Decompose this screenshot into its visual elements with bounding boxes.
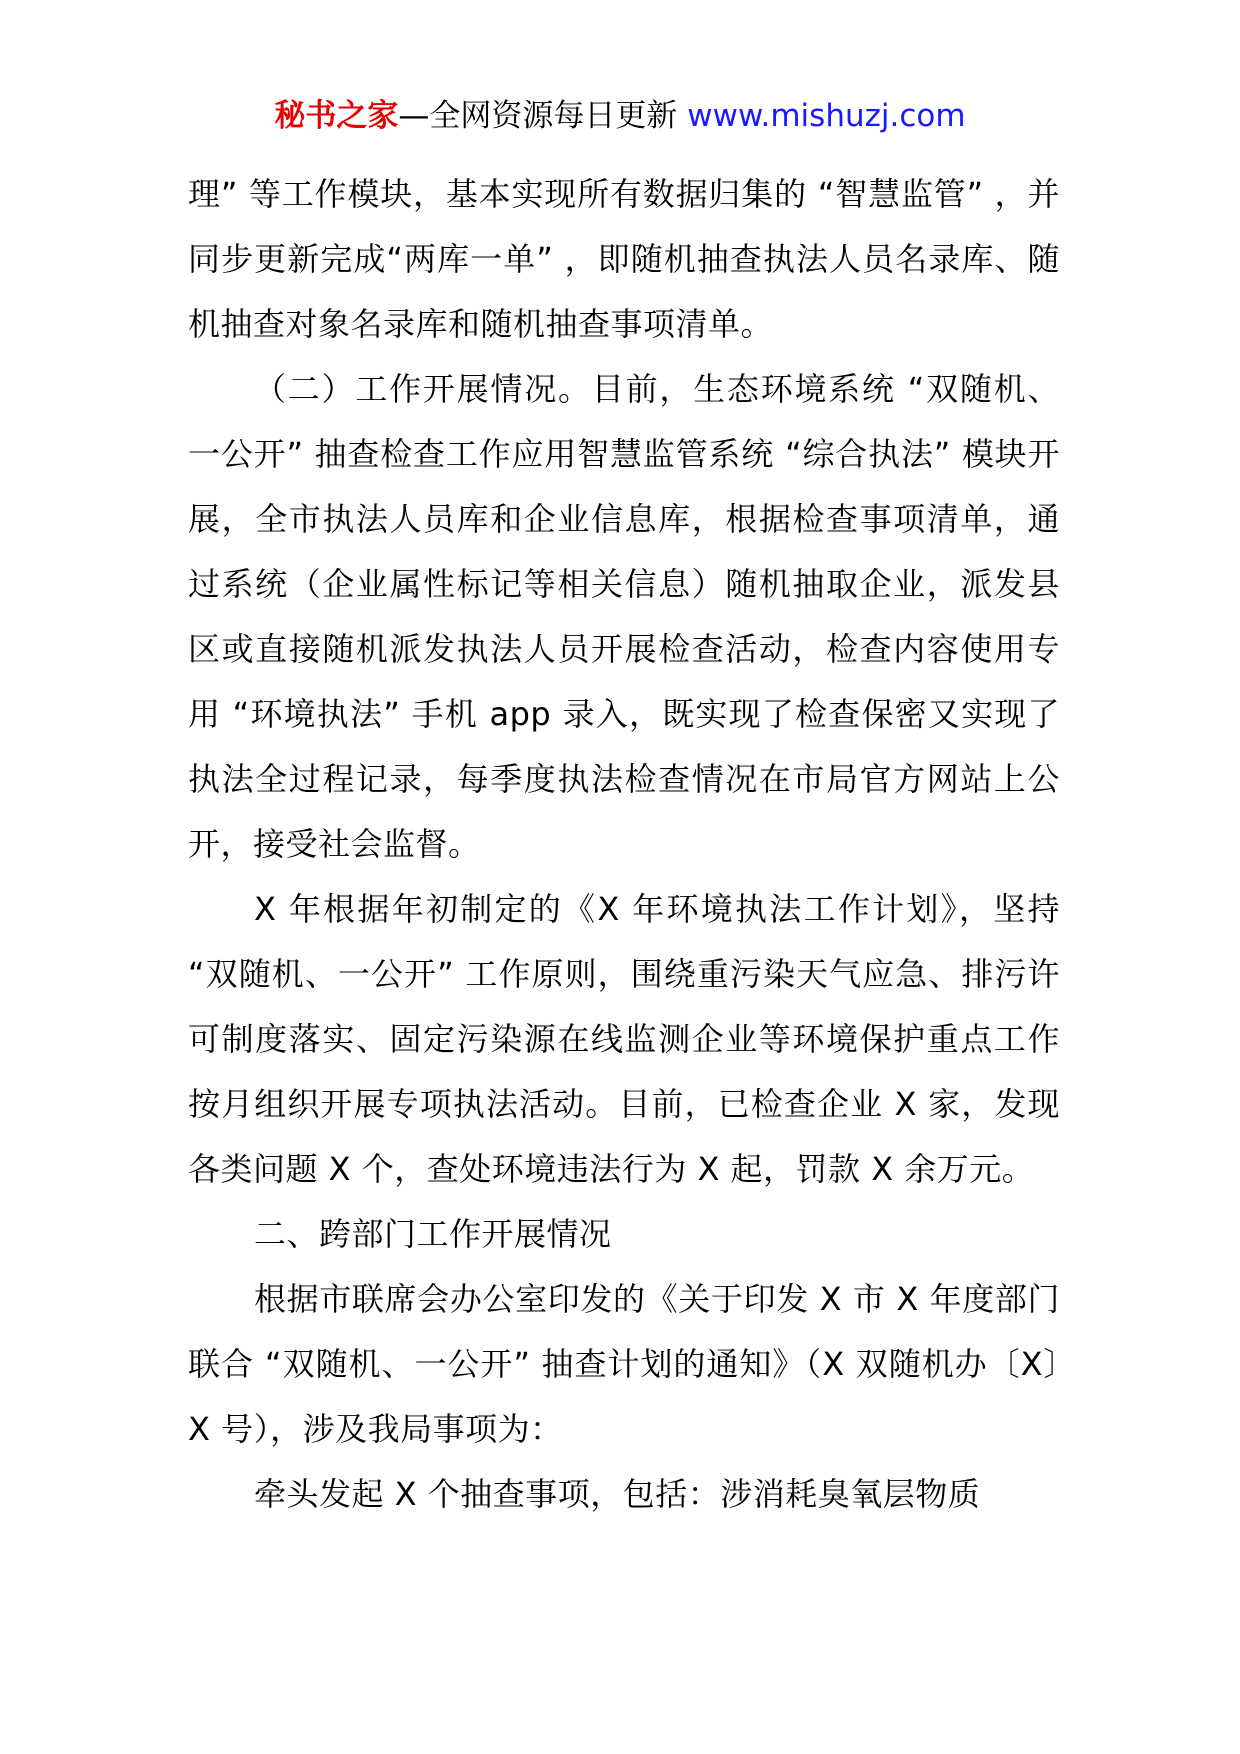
paragraph-work-progress: （二）工作开展情况。目前，生态环境系统 “双随机、一公开” 抽查检查工作应用智慧监管系统 “综合执法” 模块开展，全市执法人员库和企业信息库，根据检查事项清单，通过系统（企业属性标记等相关信息）随机抽取企业，派发县区或直接随机派发执法人员开展检查活动，检查内容使用专用 “环境执法” 手机 app 录入，既实现了检查保密又实现了执法全过程记录，每季度执法检查情况在市局官方网站上公开，接受社会监督。 [188, 370, 1060, 863]
site-brand: 秘书之家 [274, 98, 399, 134]
section-heading: 二、跨部门工作开展情况 [254, 1215, 612, 1253]
paragraph-annual-plan: X 年根据年初制定的《X 年环境执法工作计划》，坚持 “双随机、一公开” 工作原则，围绕重污染天气应急、排污许可制度落实、固定污染源在线监测企业等环境保护重点工作按月组织开展专项执法活动。目前，已检查企业 X 家，发现各类问题 X 个，查处环境违法行为 X 起，罚款 X 余万元。 [188, 890, 1060, 1188]
paragraph-lead-items: 牵头发起 X 个抽查事项，包括：涉消耗臭氧层物质 [254, 1475, 981, 1513]
document-body [188, 162, 1060, 1527]
site-tagline: —全网资源每日更新 [398, 98, 678, 134]
site-header [0, 96, 1240, 136]
site-url[interactable]: www.mishuzj.com [687, 98, 966, 134]
paragraph-joint-notice: 根据市联席会办公室印发的《关于印发 X 市 X 年度部门联合 “双随机、一公开” 抽查计划的通知》（X 双随机办〔X〕X 号），涉及我局事项为： [188, 1280, 1060, 1448]
paragraph-continued: 理” 等工作模块，基本实现所有数据归集的 “智慧监管” ，并同步更新完成“两库一单” ，即随机抽查执法人员名录库、随机抽查对象名录库和随机抽查事项清单。 [188, 175, 1060, 343]
